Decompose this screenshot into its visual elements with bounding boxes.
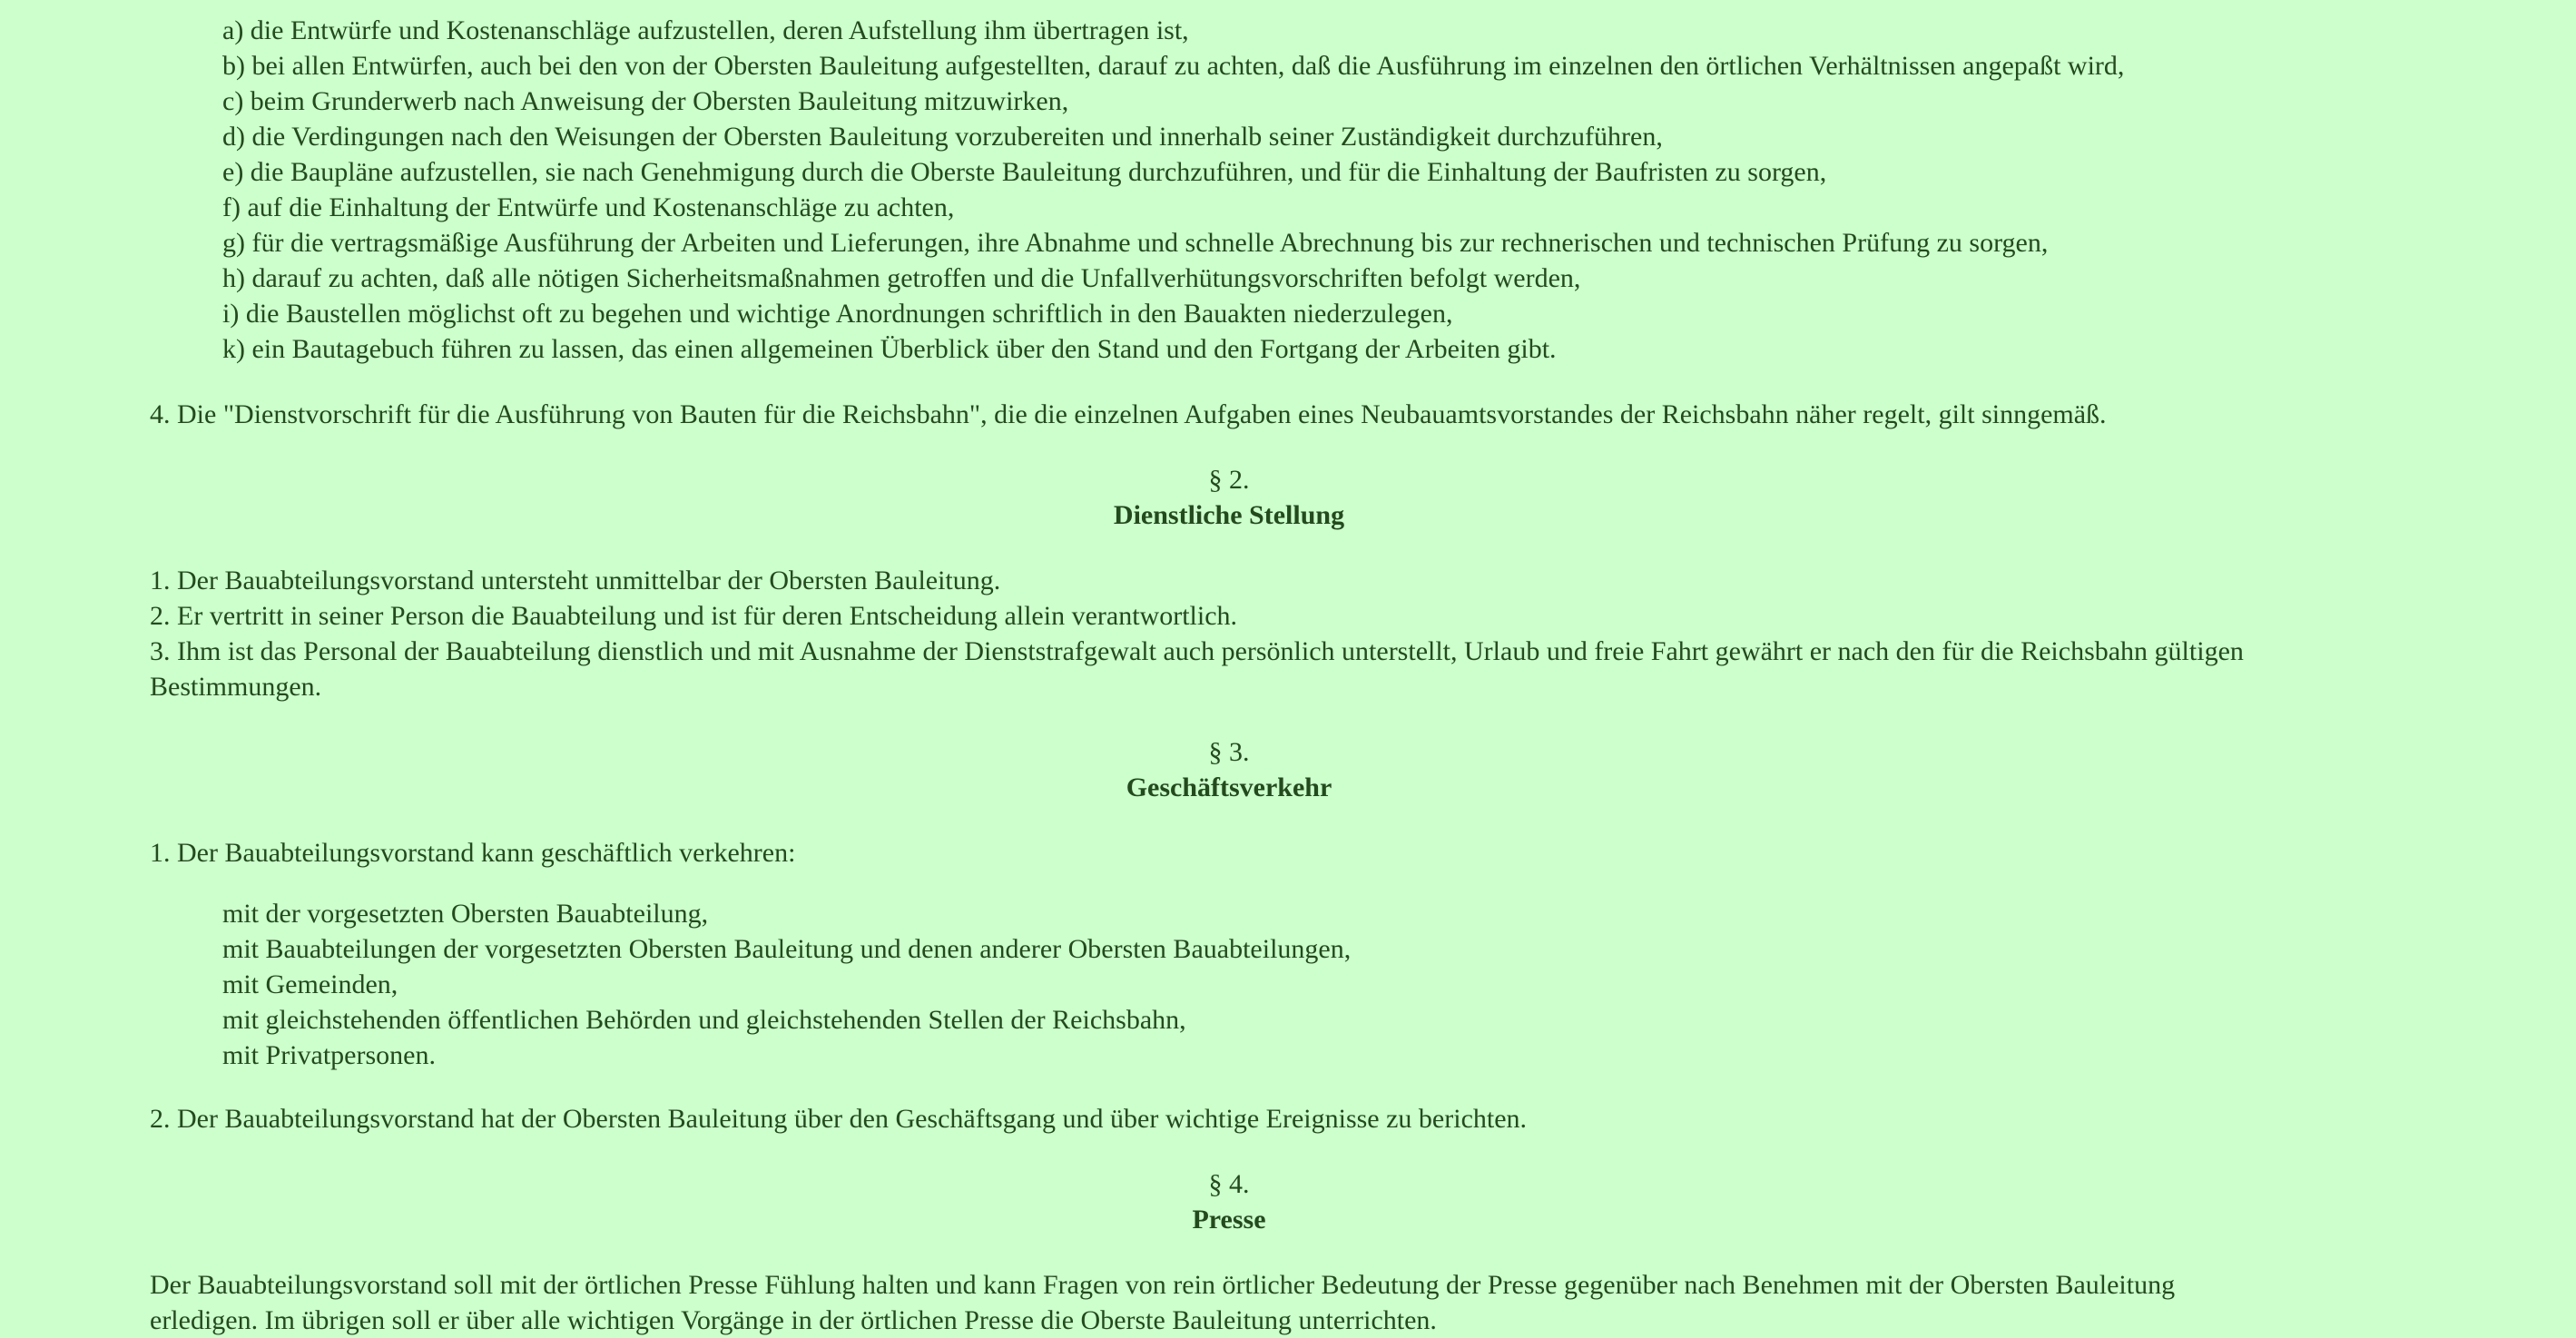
duty-item-d: d) die Verdingungen nach den Weisungen der Obersten Bauleitung vorzubereiten und innerhalb seiner Zuständigkeit durchzuführen, (222, 122, 1663, 152)
contact-item: mit der vorgesetzten Obersten Bauabteilung, (222, 899, 709, 929)
section-2-item-3-continuation: Bestimmungen. (150, 672, 322, 702)
section-2-body (150, 563, 2308, 704)
section-3-item-2: 2. Der Bauabteilungsvorstand hat der Obersten Bauleitung über den Geschäftsgang und über wichtige Ereignisse zu berichten. (150, 1104, 1528, 1134)
duty-item-h: h) darauf zu achten, daß alle nötigen Sicherheitsmaßnahmen getroffen und die Unfallverhütungsvorschriften befolgt werden, (222, 263, 1581, 293)
paragraph-4-text: 4. Die "Dienstvorschrift für die Ausführung von Bauten für die Reichsbahn", die die einzelnen Aufgaben eines Neubauamtsvorstandes der Reichsbahn näher regelt, gilt sinngemäß. (150, 399, 2107, 429)
duty-item-c: c) beim Grunderwerb nach Anweisung der Obersten Bauleitung mitzuwirken, (222, 86, 1069, 116)
contact-item: mit Privatpersonen. (222, 1040, 436, 1070)
duty-item-g: g) für die vertragsmäßige Ausführung der Arbeiten und Lieferungen, ihre Abnahme und schnelle Abrechnung bis zur rechnerischen und technischen Prüfung zu sorgen, (222, 228, 2049, 258)
duty-item-b: b) bei allen Entwürfen, auch bei den von der Obersten Bauleitung aufgestellten, darauf zu achten, daß die Ausführung im einzelnen den örtlichen Verhältnissen angepaßt wird, (222, 51, 2125, 81)
section-4-number: § 4. (1208, 1169, 1250, 1199)
section-2-heading (150, 462, 2308, 533)
contact-item: mit gleichstehenden öffentlichen Behörden und gleichstehenden Stellen der Reichsbahn, (222, 1005, 1186, 1035)
section-3-item-1: 1. Der Bauabteilungsvorstand kann geschäftlich verkehren: (150, 838, 796, 868)
contact-item: mit Gemeinden, (222, 969, 398, 999)
section-2-item-3: 3. Ihm ist das Personal der Bauabteilung dienstlich und mit Ausnahme der Dienststrafgewalt auch persönlich unterstellt, Urlaub und freie Fahrt gewährt er nach den für die Reichsbahn gültigen (150, 636, 2244, 666)
section-4-title: Presse (1192, 1205, 1266, 1235)
section-3-title: Geschäftsverkehr (1126, 772, 1332, 802)
section-2-title: Dienstliche Stellung (1113, 500, 1345, 530)
duties-list (150, 13, 2308, 367)
paragraph-4 (150, 397, 2308, 432)
section-3-body (150, 835, 2308, 1136)
contacts-list (150, 896, 2308, 1073)
section-4-heading (150, 1166, 2308, 1237)
duty-item-k: k) ein Bautagebuch führen zu lassen, das einen allgemeinen Überblick über den Stand und den Fortgang der Arbeiten gibt. (222, 334, 1557, 364)
duty-item-i: i) die Baustellen möglichst oft zu begehen und wichtige Anordnungen schriftlich in den Bauakten niederzulegen, (222, 299, 1453, 329)
section-4-body (150, 1267, 2308, 1338)
section-4-line-2: erledigen. Im übrigen soll er über alle wichtigen Vorgänge in der örtlichen Presse die Oberste Bauleitung unterrichten. (150, 1305, 1437, 1335)
duty-item-e: e) die Baupläne aufzustellen, sie nach Genehmigung durch die Oberste Bauleitung durchzuführen, und für die Einhaltung der Baufristen zu sorgen, (222, 157, 1827, 187)
duty-item-a: a) die Entwürfe und Kostenanschläge aufzustellen, deren Aufstellung ihm übertragen ist, (222, 15, 1189, 45)
section-4-line-1: Der Bauabteilungsvorstand soll mit der örtlichen Presse Fühlung halten und kann Fragen von rein örtlicher Bedeutung der Presse gegenüber nach Benehmen mit der Obersten Bauleitung (150, 1270, 2176, 1300)
duty-item-f: f) auf die Einhaltung der Entwürfe und Kostenanschläge zu achten, (222, 192, 955, 222)
section-2-number: § 2. (1208, 465, 1250, 495)
section-3-heading (150, 734, 2308, 805)
contact-item: mit Bauabteilungen der vorgesetzten Obersten Bauleitung und denen anderer Obersten Bauabteilungen, (222, 934, 1352, 964)
section-3-number: § 3. (1208, 737, 1250, 767)
section-2-item-2: 2. Er vertritt in seiner Person die Bauabteilung und ist für deren Entscheidung allein verantwortlich. (150, 601, 1238, 631)
section-2-item-1: 1. Der Bauabteilungsvorstand untersteht unmittelbar der Obersten Bauleitung. (150, 566, 1001, 595)
